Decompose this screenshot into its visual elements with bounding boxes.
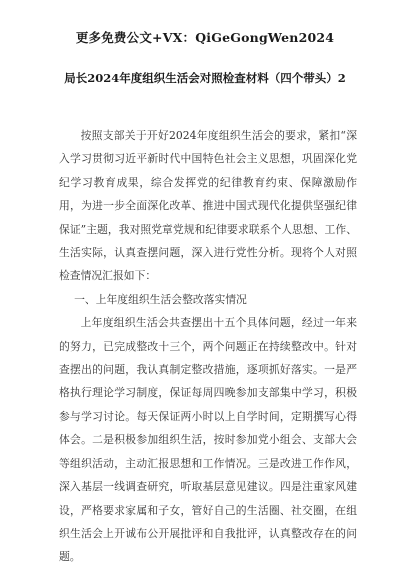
document-body (59, 124, 357, 569)
page-header: 更多免费公文+VX：QiGeGongWen2024 (75, 30, 335, 45)
section-heading: 一、上年度组织生活会整改落实情况 (74, 292, 247, 306)
intro-paragraph: 按照支部关于开好2024年度组织生活会的要求，紧扣“深入学习贯彻习近平新时代中国特色社会主义思想，巩固深化党纪学习教育成果，综合发挥党的纪律教育约束、保障激励作用，为进一步全面深化改革、推进中国式现代化提供坚强纪律保证”主题，我对照党章党规和纪律要求联系个人思想、工作、生活实际，认真查摆问题，深入进行党性分析。现将个人对照检查情况汇报如下： (59, 129, 357, 283)
body-paragraph: 上年度组织生活会共查摆出十五个具体问题，经过一年来的努力，已完成整改十三个，两个问题正在持续整改中。针对查摆出的问题，我认真制定整改措施，逐项抓好落实。一是严格执行理论学习制度，保证每周四晚参加支部集中学习，积极参与学习讨论。每天保证两小时以上自学时间，定期撰写心得体会。二是积极参加组织生活，按时参加党小组会、支部大会等组织活动，主动汇报思想和工作情况。三是改进工作作风，深入基层一线调查研究，听取基层意见建议。四是注重家风建设，严格要求家属和子女，管好自己的生活圈、社交圈，在组织生活会上开诚布公开展批评和自我批评，认真整改存在的问题。 (59, 316, 357, 564)
document-title: 局长2024年度组织生活会对照检查材料（四个带头）2 (64, 71, 346, 85)
